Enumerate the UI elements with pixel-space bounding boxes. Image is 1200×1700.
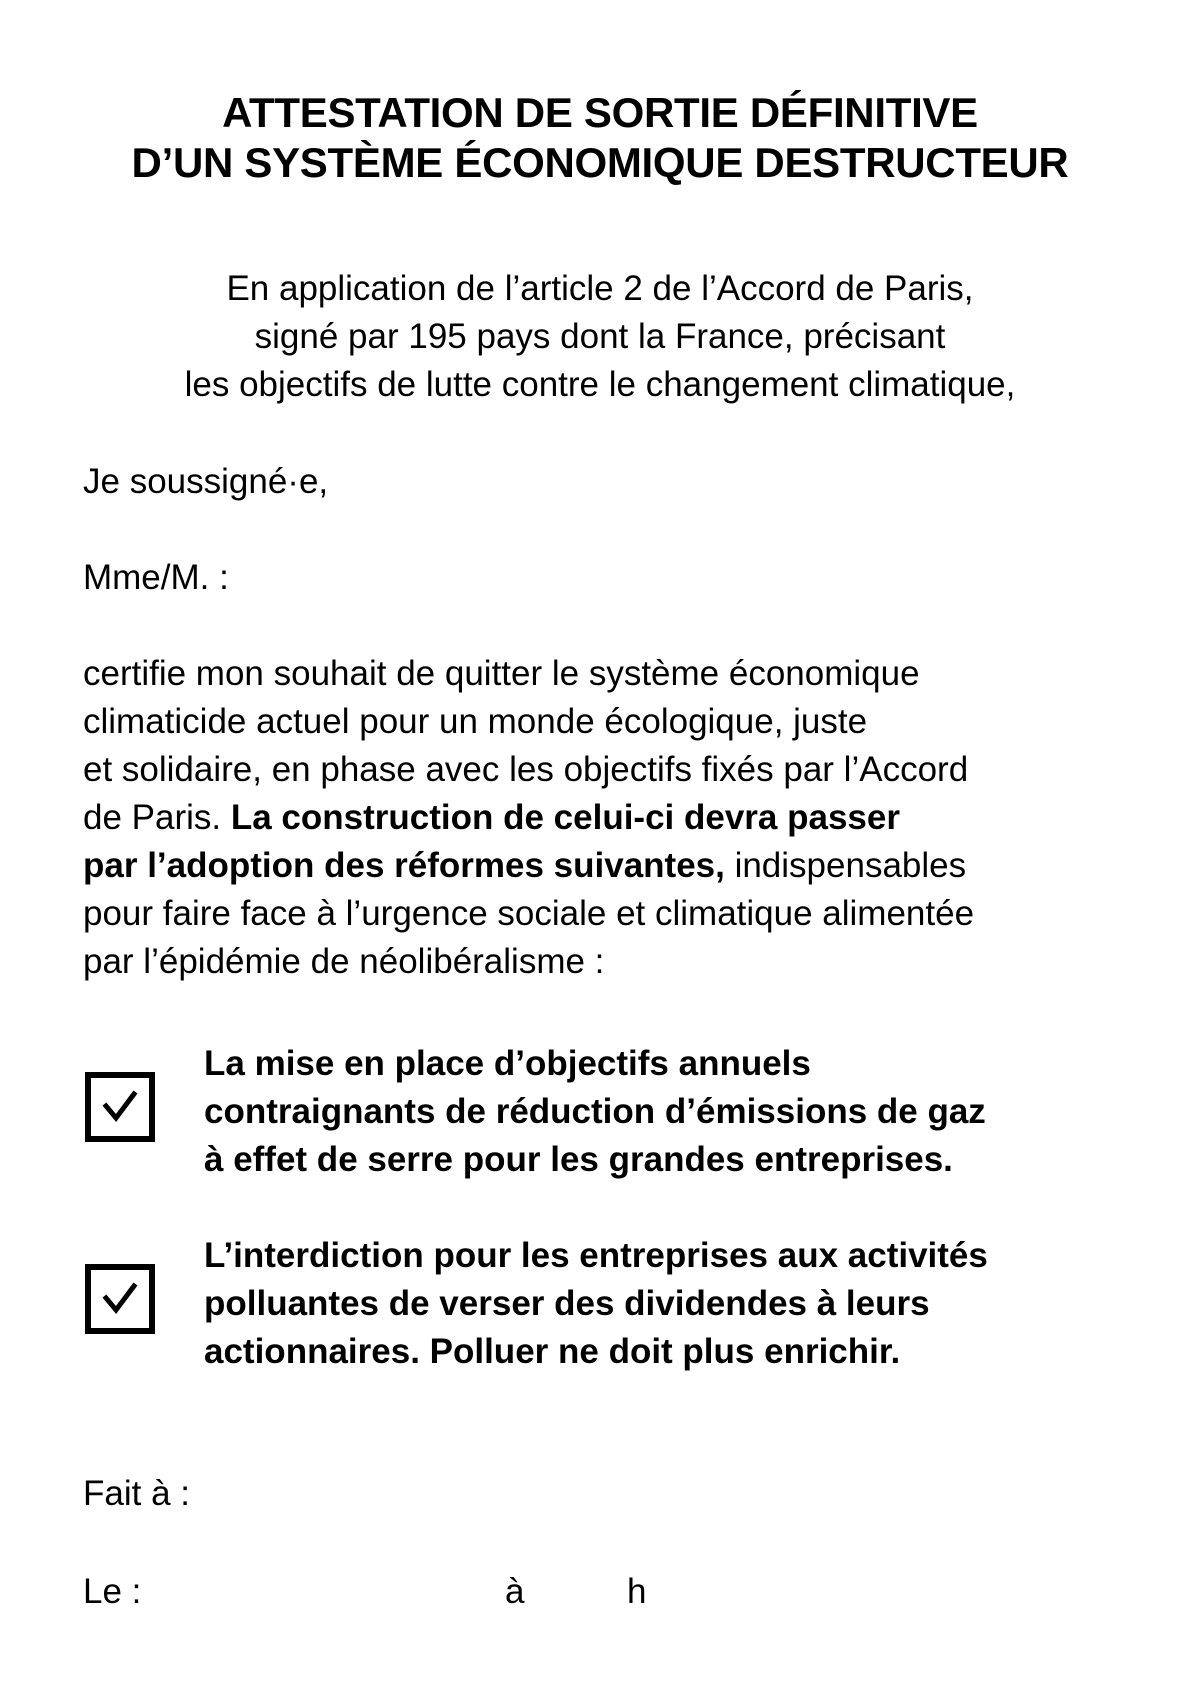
reform-line: contraignants de réduction d’émissions de gaz — [204, 1092, 986, 1131]
certification-line: climaticide actuel pour un monde écologique, juste — [83, 702, 868, 741]
certification-line — [83, 842, 1133, 890]
reform-text — [204, 1040, 986, 1184]
time-separator-label: à — [505, 1572, 525, 1611]
certification-line: pour faire face à l’urgence sociale et climatique alimentée — [83, 894, 975, 933]
checkmark-icon — [97, 1084, 143, 1130]
certification-paragraph — [83, 650, 1133, 986]
preamble-line: En application de l’article 2 de l’Accord de Paris, — [226, 269, 974, 308]
checkmark-icon — [97, 1276, 143, 1322]
reform-checkbox[interactable] — [85, 1072, 155, 1142]
name-field-label: Mme/M. : — [83, 558, 229, 597]
reform-line: actionnaires. Polluer ne doit plus enrichir. — [204, 1332, 901, 1371]
certification-text: indispensables — [724, 846, 967, 885]
certification-line: par l’épidémie de néolibéralisme : — [83, 942, 605, 981]
reform-text — [204, 1232, 988, 1376]
title-line: ATTESTATION DE SORTIE DÉFINITIVE — [222, 89, 978, 136]
place-field-label: Fait à : — [83, 1474, 190, 1513]
date-field-label: Le : — [83, 1572, 142, 1611]
certification-emphasis: par l’adoption des réformes suivantes, — [83, 846, 725, 885]
certification-line: et solidaire, en phase avec les objectifs fixés par l’Accord — [83, 750, 969, 789]
certification-text: de Paris. — [83, 798, 231, 837]
signatory-intro: Je soussigné·e, — [83, 462, 329, 501]
preamble-line: les objectifs de lutte contre le changement climatique, — [184, 365, 1016, 404]
reform-line: à effet de serre pour les grandes entreprises. — [204, 1140, 953, 1179]
reform-line: La mise en place d’objectifs annuels — [204, 1044, 811, 1083]
reform-line: L’interdiction pour les entreprises aux activités — [204, 1236, 988, 1275]
preamble — [0, 265, 1200, 409]
preamble-line: signé par 195 pays dont la France, précisant — [254, 317, 946, 356]
document-title — [0, 88, 1200, 188]
reform-checkbox[interactable] — [85, 1264, 155, 1334]
title-line: D’UN SYSTÈME ÉCONOMIQUE DESTRUCTEUR — [131, 139, 1069, 186]
certification-line — [83, 794, 1133, 842]
reform-line: polluantes de verser des dividendes à leurs — [204, 1284, 930, 1323]
certification-line: certifie mon souhait de quitter le système économique — [83, 654, 920, 693]
hour-label: h — [627, 1572, 647, 1611]
certification-emphasis: La construction de celui-ci devra passer — [230, 798, 900, 837]
